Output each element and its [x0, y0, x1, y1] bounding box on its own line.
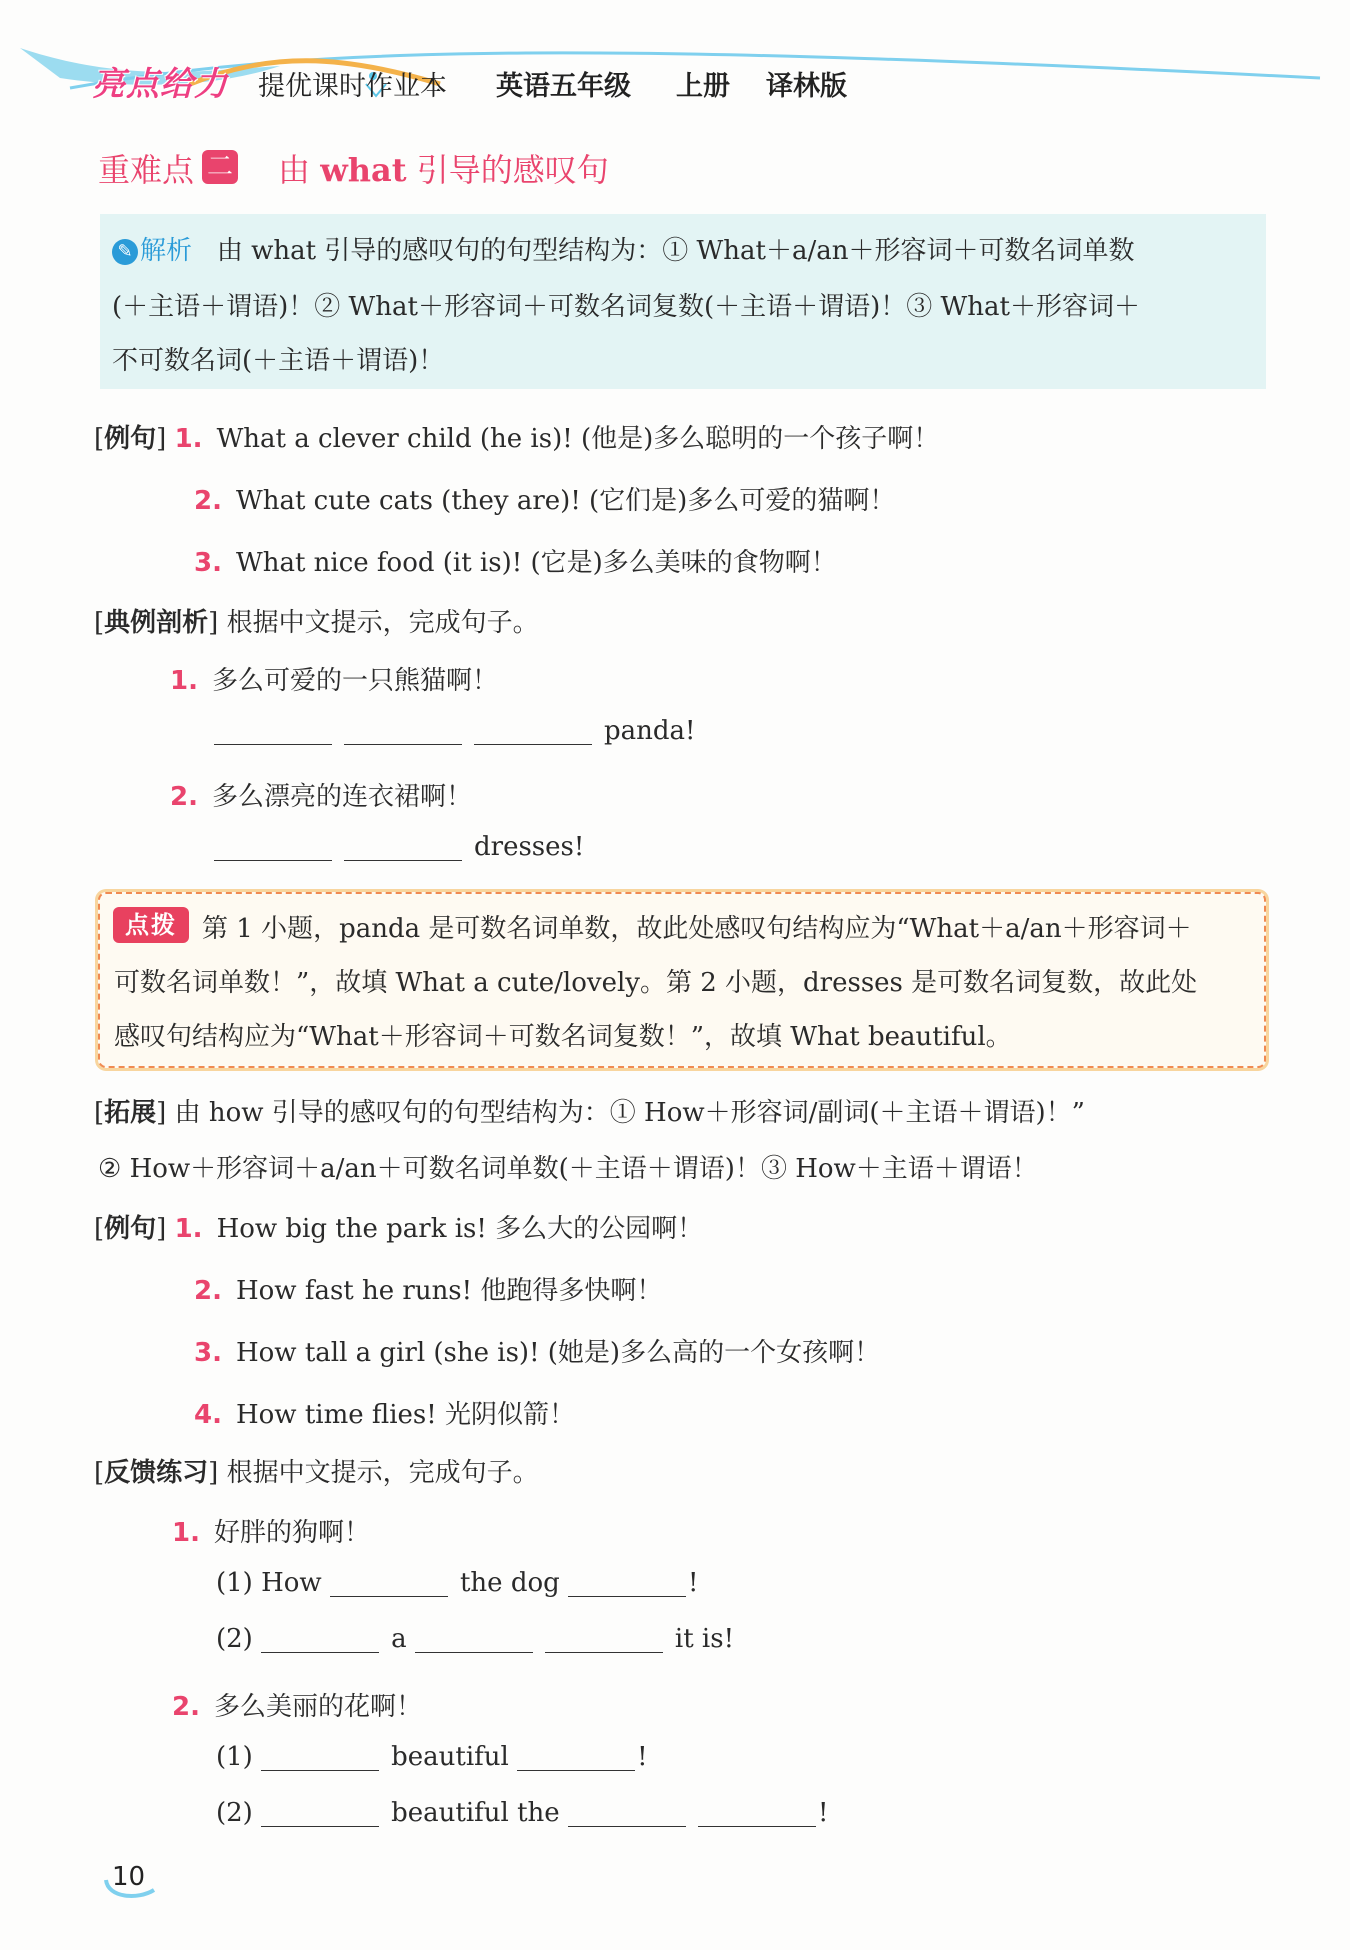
answer-blank[interactable] [344, 834, 462, 861]
answer-blank[interactable] [474, 718, 592, 745]
extension-line-1: [拓展] 由 how 引导的感叹句的句型结构为：① How＋形容词/副词(＋主语＋谓语)！” [94, 1098, 1085, 1128]
typical-tag: 典例剖析 [104, 608, 209, 638]
answer-blank[interactable] [214, 718, 332, 745]
practice-q1-a: (1) How the dog ! [216, 1568, 699, 1598]
tip-badge: 点拨 [113, 907, 189, 943]
edition-label: 译林版 [766, 71, 847, 102]
extension-tag: 拓展 [104, 1098, 157, 1128]
practice-q1-b: (2) a it is! [216, 1624, 735, 1654]
example-2: 2. What cute cats (they are)! (它们是)多么可爱的猫啊！ [194, 486, 896, 516]
typical-q2-answer: dresses! [214, 832, 584, 862]
answer-blank[interactable] [261, 1744, 379, 1771]
practice-q2-a: (1) beautiful ! [216, 1742, 648, 1772]
practice-q1: 1. 好胖的狗啊！ [172, 1518, 370, 1548]
answer-blank[interactable] [568, 1800, 686, 1827]
analysis-line-1: ✎ 解析 由 what 引导的感叹句的句型结构为：① What＋a/an＋形容词＋可数名词单数 [112, 230, 1134, 267]
tip-line-1: 第 1 小题，panda 是可数名词单数，故此处感叹句结构应为“What＋a/an＋形容词＋ [202, 914, 1192, 944]
answer-blank[interactable] [261, 1800, 379, 1827]
example-1: [例句] 1. What a clever child (he is)! (他是)多么聪明的一个孩子啊！ [94, 424, 940, 454]
answer-blank[interactable] [415, 1626, 533, 1653]
typical-q1: 1. 多么可爱的一只熊猫啊！ [170, 666, 498, 696]
tip-line-3: 感叹句结构应为“What＋形容词＋可数名词复数！”，故填 What beautiful。 [114, 1022, 1012, 1052]
practice-q2-b: (2) beautiful the ! [216, 1798, 829, 1828]
answer-blank[interactable] [344, 718, 462, 745]
answer-blank[interactable] [517, 1744, 635, 1771]
section-label: 重难点 [98, 151, 195, 189]
volume-label: 上册 [676, 71, 730, 102]
answer-blank[interactable] [568, 1570, 686, 1597]
answer-blank[interactable] [545, 1626, 663, 1653]
analysis-line-2: (＋主语＋谓语)！② What＋形容词＋可数名词复数(＋主语＋谓语)！③ What＋形容词＋ [112, 292, 1140, 322]
series-title: 提优课时作业本 [258, 71, 447, 102]
answer-blank[interactable] [330, 1570, 448, 1597]
practice-tag: 反馈练习 [104, 1458, 209, 1488]
key-icon: ✎ [112, 239, 138, 265]
page-number: 10 [112, 1862, 146, 1892]
section-title: 由 what 引导的感叹句 [278, 151, 609, 189]
example-tag: 例句 [104, 424, 157, 454]
analysis-line-3: 不可数名词(＋主语＋谓语)！ [112, 346, 445, 376]
example-tag: 例句 [104, 1214, 157, 1244]
how-example-2: 2. How fast he runs! 他跑得多快啊！ [194, 1276, 663, 1306]
answer-blank[interactable] [261, 1626, 379, 1653]
how-example-4: 4. How time flies! 光阴似箭！ [194, 1400, 575, 1430]
grade-label: 英语五年级 [496, 71, 631, 102]
how-example-3: 3. How tall a girl (she is)! (她是)多么高的一个女孩啊！ [194, 1338, 881, 1368]
typical-q2: 2. 多么漂亮的连衣裙啊！ [170, 782, 472, 812]
answer-blank[interactable] [214, 834, 332, 861]
typical-q1-answer: panda! [214, 716, 695, 746]
analysis-tag: 解析 [140, 236, 193, 266]
extension-line-2: ② How＋形容词＋a/an＋可数名词单数(＋主语＋谓语)！③ How＋主语＋谓语！ [98, 1154, 1038, 1184]
section-number-badge: 二 [202, 150, 238, 184]
tip-line-2: 可数名词单数！”，故填 What a cute/lovely。第 2 小题，dresses 是可数名词复数，故此处 [114, 968, 1198, 998]
brand-logo: 亮点给力 [92, 64, 228, 103]
example-3: 3. What nice food (it is)! (它是)多么美味的食物啊！ [194, 548, 837, 578]
answer-blank[interactable] [698, 1800, 816, 1827]
how-example-1: [例句] 1. How big the park is! 多么大的公园啊！ [94, 1214, 704, 1244]
practice-heading: [反馈练习] 根据中文提示，完成句子。 [94, 1458, 539, 1488]
typical-heading: [典例剖析] 根据中文提示，完成句子。 [94, 608, 539, 638]
practice-q2: 2. 多么美丽的花啊！ [172, 1692, 422, 1722]
